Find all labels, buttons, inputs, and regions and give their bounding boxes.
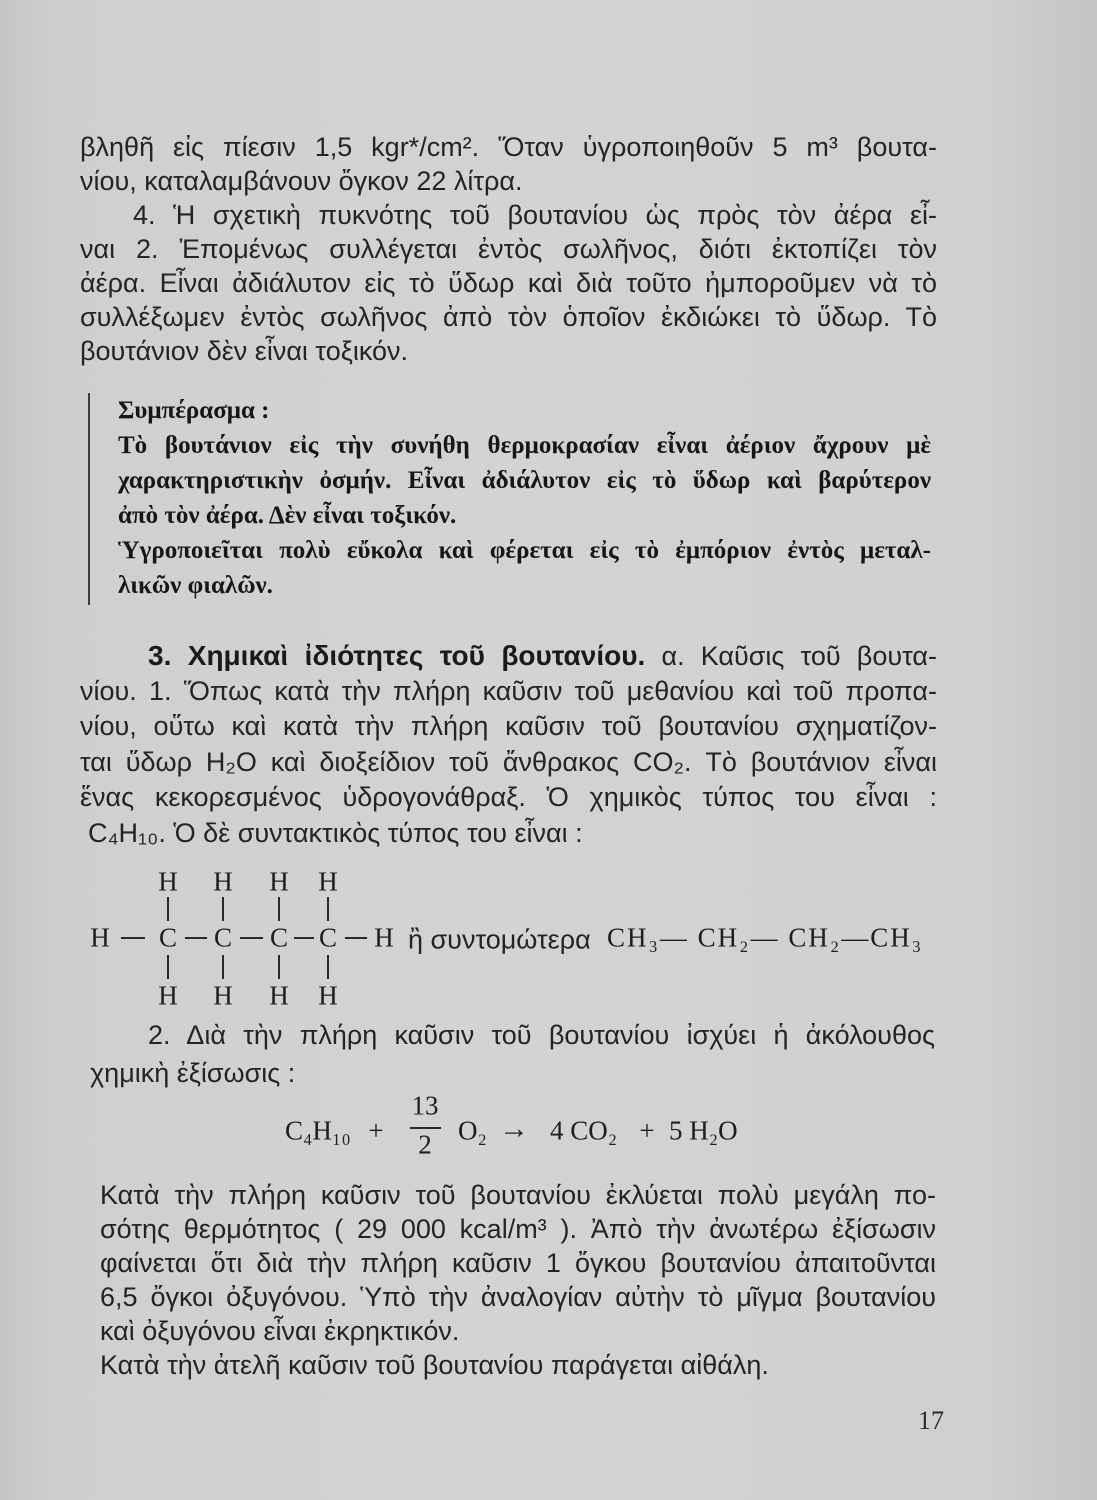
- text-line: σότης θερμότητος ( 29 000 kcal/m³ ). Ἀπὸ τὴν ἀνωτέρω ἐξίσωσιν: [100, 1214, 936, 1244]
- bond-vertical: [167, 955, 169, 979]
- atom-hydrogen: H: [158, 866, 178, 897]
- section-subheading: α. Καῦσις τοῦ βουτα-: [661, 641, 937, 671]
- text-line: Κατὰ τὴν ἀτελῆ καῦσιν τοῦ βουτανίου παράγεται αἰθάλη.: [100, 1350, 769, 1380]
- atom-carbon: C: [318, 922, 338, 953]
- text-line: χαρακτηριστικὴν ὀσμήν. Εἶναι ἀδιάλυτον εἰς τὸ ὕδωρ καὶ βαρύτερον: [118, 467, 931, 494]
- text-line: συλλέξωμεν ἐντὸς σωλῆνος ἀπὸ τὸν ὁποῖον ἐκδιώκει τὸ ὕδωρ. Τὸ: [80, 302, 937, 332]
- bond-horizontal: [240, 937, 263, 939]
- text-line: χημικὴ ἐξίσωσις :: [90, 1058, 296, 1088]
- text-line: ἕνας κεκορεσμένος ὑδρογονάθραξ. Ὁ χημικὸς τύπος του εἶναι :: [80, 782, 937, 812]
- text-line: Τὸ βουτάνιον εἰς τὴν συνήθη θερμοκρασίαν εἶναι ἀέριον ἄχρουν μὲ: [118, 432, 931, 459]
- paragraph-combustion-heat: [100, 1178, 936, 1382]
- conclusion-side-rule: [88, 393, 90, 605]
- section-heading: 3. Χημικαὶ ἰδιότητες τοῦ βουτανίου.: [148, 640, 646, 671]
- text-line: 2. Διὰ τὴν πλήρη καῦσιν τοῦ βουτανίου ἰσχύει ἡ ἀκόλουθος: [148, 1020, 935, 1050]
- text-line: ναι 2. Ἐπομένως συλλέγεται ἐντὸς σωλῆνος, διότι ἐκτοπίζει τὸν: [80, 234, 937, 264]
- atom-hydrogen: H: [213, 980, 233, 1011]
- text-line: φαίνεται ὅτι διὰ τὴν πλήρη καῦσιν 1 ὄγκου βουτανίου ἀπαιτοῦνται: [100, 1248, 936, 1278]
- text-line: ται ὕδωρ H₂O καὶ διοξείδιον τοῦ ἄνθρακος CO₂. Τὸ βουτάνιον εἶναι: [80, 746, 937, 777]
- page-number: 17: [918, 1406, 944, 1435]
- atom-hydrogen: H: [318, 980, 338, 1011]
- equation-reactant: C₄H₁₀: [285, 1115, 351, 1146]
- bond-vertical: [327, 897, 329, 921]
- bond-horizontal: [185, 937, 207, 939]
- atom-hydrogen: H: [158, 980, 178, 1011]
- bond-vertical: [278, 955, 280, 979]
- bond-vertical: [222, 955, 224, 979]
- condensed-formula: CH₃— CH₂— CH₂—CH₃: [607, 922, 924, 953]
- equation-plus: +: [639, 1115, 655, 1146]
- equation-reactant: O₂: [458, 1115, 487, 1146]
- text-line: βληθῆ εἰς πίεσιν 1,5 kgr*/cm². Ὅταν ὑγροποιηθοῦν 5 m³ βουτα-: [80, 132, 937, 162]
- fraction-numerator: 13: [411, 1090, 439, 1121]
- atom-hydrogen: H: [213, 866, 233, 897]
- text-line: νίου. 1. Ὅπως κατὰ τὴν πλήρη καῦσιν τοῦ μεθανίου καὶ τοῦ προπα-: [80, 675, 937, 706]
- atom-hydrogen: H: [90, 922, 110, 953]
- atom-hydrogen: H: [318, 866, 338, 897]
- fraction-denominator: 2: [418, 1129, 432, 1160]
- text-line: νίου, καταλαμβάνουν ὄγκον 22 λίτρα.: [80, 166, 523, 196]
- equation-product: 4 CO₂: [550, 1115, 618, 1146]
- bond-horizontal: [121, 937, 145, 939]
- formula-connector-text: ἢ συντομώτερα: [408, 924, 591, 955]
- atom-hydrogen: H: [374, 922, 394, 953]
- text-line: καὶ ὀξυγόνου εἶναι ἐκρηκτικόν.: [100, 1316, 460, 1346]
- text-line: βουτάνιον δὲν εἶναι τοξικόν.: [80, 336, 409, 366]
- text-line: C₄H₁₀. Ὁ δὲ συντακτικὸς τύπος του εἶναι :: [88, 817, 583, 848]
- bond-vertical: [222, 897, 224, 921]
- text-line: λικῶν φιαλῶν.: [118, 572, 273, 599]
- section-heading-line: [80, 638, 937, 674]
- equation-product: 5 H₂O: [669, 1115, 738, 1146]
- equation-plus: +: [368, 1115, 384, 1146]
- fraction-bar: [410, 1127, 441, 1129]
- text-line: 6,5 ὄγκοι ὀξυγόνου. Ὑπὸ τὴν ἀναλογίαν αὐτὴν τὸ μῖγμα βουτανίου: [100, 1282, 936, 1312]
- atom-carbon: C: [158, 922, 178, 953]
- atom-hydrogen: H: [269, 866, 289, 897]
- conclusion-box: [118, 393, 931, 603]
- conclusion-title: Συμπέρασμα :: [118, 397, 270, 424]
- equation-intro: [90, 1016, 935, 1092]
- atom-carbon: C: [269, 922, 289, 953]
- section-chemical-properties: [80, 638, 937, 851]
- text-line: νίου, οὕτω καὶ κατὰ τὴν πλήρη καῦσιν τοῦ βουτανίου σχηματίζον-: [80, 711, 937, 741]
- reaction-arrow: →: [499, 1112, 529, 1145]
- atom-hydrogen: H: [269, 980, 289, 1011]
- atom-carbon: C: [213, 922, 233, 953]
- text-line: 4. Ἡ σχετικὴ πυκνότης τοῦ βουτανίου ὡς πρὸς τὸν ἀέρα εἶ-: [133, 200, 937, 230]
- bond-vertical: [278, 897, 280, 921]
- text-line: ἀπὸ τὸν ἀέρα. Δὲν εἶναι τοξικόν.: [118, 502, 457, 529]
- text-line: Κατὰ τὴν πλήρη καῦσιν τοῦ βουτανίου ἐκλύεται πολὺ μεγάλη πο-: [100, 1180, 936, 1210]
- text-line: Ὑγροποιεῖται πολὺ εὔκολα καὶ φέρεται εἰς τὸ ἐμπόριον ἐντὸς μεταλ-: [118, 537, 931, 564]
- bond-horizontal: [294, 937, 314, 939]
- paragraph-properties: [80, 130, 937, 368]
- text-line: ἀέρα. Εἶναι ἀδιάλυτον εἰς τὸ ὕδωρ καὶ διὰ τοῦτο ἠμποροῦμεν νὰ τὸ: [80, 268, 937, 298]
- bond-vertical: [167, 897, 169, 921]
- bond-horizontal: [345, 937, 367, 939]
- bond-vertical: [327, 955, 329, 979]
